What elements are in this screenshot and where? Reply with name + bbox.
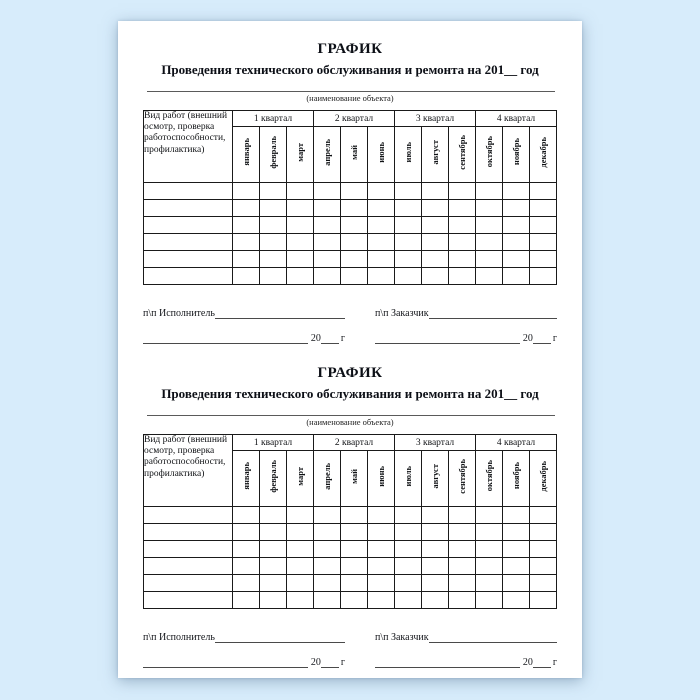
month-cell: [503, 234, 530, 251]
month-cell: [530, 234, 557, 251]
work-type-cell: [144, 234, 233, 251]
date-row: [143, 656, 557, 668]
month-label: декабрь: [537, 460, 548, 492]
schedule-row: [144, 268, 557, 285]
month-cell: [368, 592, 395, 609]
month-cell: [395, 200, 422, 217]
work-type-cell: [144, 592, 233, 609]
month-cell: [260, 507, 287, 524]
month-cell: [314, 234, 341, 251]
month-cell: [233, 592, 260, 609]
month-label: ноябрь: [510, 138, 521, 166]
month-cell: [260, 558, 287, 575]
month-cell: [476, 251, 503, 268]
date-fill-line: [375, 656, 520, 668]
month-label: апрель: [321, 138, 332, 166]
schedule-row: [144, 234, 557, 251]
month-cell: [395, 558, 422, 575]
month-cell: [503, 200, 530, 217]
form-subtitle: Проведения технического обслуживания и ремонта на 201__ год: [161, 62, 539, 77]
executor-date: [143, 332, 345, 344]
month-cell: [260, 217, 287, 234]
month-cell: [422, 268, 449, 285]
month-cell: [530, 268, 557, 285]
quarter-header-row: [144, 111, 557, 127]
schedule-table: [143, 434, 557, 609]
customer-date: [375, 332, 557, 344]
month-cell: [449, 200, 476, 217]
month-cell: [422, 200, 449, 217]
form-title: ГРАФИК: [317, 365, 383, 381]
quarter-header: 2 квартал: [314, 111, 395, 127]
month-cell: [233, 524, 260, 541]
month-cell: [287, 524, 314, 541]
month-cell: [368, 558, 395, 575]
month-cell: [422, 183, 449, 200]
executor-fill-line: [215, 631, 345, 643]
date-row: [143, 332, 557, 344]
month-label: май: [348, 144, 359, 160]
month-cell: [287, 234, 314, 251]
month-cell: [314, 541, 341, 558]
month-cell: [233, 200, 260, 217]
month-cell: [368, 575, 395, 592]
month-cell: [422, 507, 449, 524]
work-type-cell: [144, 268, 233, 285]
month-header: [260, 451, 287, 507]
quarter-header-row: [144, 435, 557, 451]
month-cell: [476, 575, 503, 592]
work-type-header: Вид работ (внешний осмотр, проверка работоспособности, профилактика): [144, 111, 233, 183]
customer-label: п\п Заказчик: [375, 308, 429, 319]
work-type-cell: [144, 575, 233, 592]
month-label: октябрь: [483, 460, 494, 492]
month-cell: [314, 507, 341, 524]
month-cell: [422, 541, 449, 558]
month-label: сентябрь: [456, 458, 467, 494]
month-cell: [287, 592, 314, 609]
object-name-line: [147, 415, 555, 416]
month-label: февраль: [267, 135, 278, 169]
month-header: [287, 127, 314, 183]
month-cell: [287, 558, 314, 575]
month-label: февраль: [267, 459, 278, 493]
month-header: [449, 451, 476, 507]
month-cell: [341, 234, 368, 251]
month-label: июнь: [375, 465, 386, 487]
work-type-header: Вид работ (внешний осмотр, проверка работоспособности, профилактика): [144, 435, 233, 507]
month-cell: [260, 251, 287, 268]
year-suffix: г: [340, 657, 345, 668]
month-cell: [476, 200, 503, 217]
month-cell: [395, 251, 422, 268]
date-fill-line: [143, 656, 308, 668]
schedule-row: [144, 524, 557, 541]
month-cell: [503, 183, 530, 200]
customer-label: п\п Заказчик: [375, 632, 429, 643]
month-cell: [476, 592, 503, 609]
month-cell: [368, 200, 395, 217]
month-cell: [422, 251, 449, 268]
object-name-caption: (наименование объекта): [306, 93, 394, 103]
month-header: [287, 451, 314, 507]
month-label: октябрь: [483, 136, 494, 168]
customer-fill-line: [429, 307, 557, 319]
month-cell: [368, 217, 395, 234]
month-cell: [260, 183, 287, 200]
month-cell: [287, 507, 314, 524]
schedule-row: [144, 575, 557, 592]
month-cell: [233, 507, 260, 524]
month-cell: [341, 507, 368, 524]
month-label: март: [294, 142, 305, 162]
month-cell: [260, 575, 287, 592]
month-cell: [530, 251, 557, 268]
month-label: июнь: [375, 141, 386, 163]
signature-row: [143, 307, 557, 319]
customer-fill-line: [429, 631, 557, 643]
month-header: [314, 451, 341, 507]
month-cell: [476, 524, 503, 541]
form-subtitle: Проведения технического обслуживания и ремонта на 201__ год: [161, 386, 539, 401]
month-cell: [314, 268, 341, 285]
month-cell: [449, 575, 476, 592]
month-cell: [233, 234, 260, 251]
month-label: май: [348, 468, 359, 484]
month-header: [395, 451, 422, 507]
date-fill-line: [143, 332, 308, 344]
month-cell: [503, 268, 530, 285]
month-cell: [233, 183, 260, 200]
quarter-header: 4 квартал: [476, 111, 557, 127]
month-cell: [503, 217, 530, 234]
month-cell: [476, 558, 503, 575]
month-cell: [341, 524, 368, 541]
month-header: [395, 127, 422, 183]
month-cell: [287, 575, 314, 592]
document-sheet: [118, 21, 582, 678]
schedule-table: [143, 110, 557, 285]
month-cell: [530, 541, 557, 558]
executor-label: п\п Исполнитель: [143, 308, 215, 319]
work-type-cell: [144, 507, 233, 524]
month-cell: [260, 234, 287, 251]
month-label: август: [429, 463, 440, 489]
work-type-cell: [144, 200, 233, 217]
month-cell: [341, 592, 368, 609]
month-cell: [449, 268, 476, 285]
schedule-row: [144, 251, 557, 268]
month-cell: [422, 592, 449, 609]
quarter-header: 3 квартал: [395, 111, 476, 127]
month-header: [530, 127, 557, 183]
schedule-body: [144, 507, 557, 609]
month-cell: [341, 558, 368, 575]
customer-date: [375, 656, 557, 668]
year-fill-line: [321, 332, 339, 344]
year-suffix: г: [552, 657, 557, 668]
month-cell: [503, 251, 530, 268]
month-cell: [368, 234, 395, 251]
month-cell: [260, 268, 287, 285]
work-type-cell: [144, 217, 233, 234]
month-cell: [341, 575, 368, 592]
month-cell: [530, 558, 557, 575]
month-header: [368, 127, 395, 183]
quarter-header: 1 квартал: [233, 435, 314, 451]
month-cell: [530, 200, 557, 217]
month-header: [341, 127, 368, 183]
month-cell: [395, 268, 422, 285]
month-cell: [260, 592, 287, 609]
quarter-header: 3 квартал: [395, 435, 476, 451]
month-header: [341, 451, 368, 507]
month-cell: [233, 217, 260, 234]
executor-label: п\п Исполнитель: [143, 632, 215, 643]
work-type-cell: [144, 524, 233, 541]
month-cell: [233, 541, 260, 558]
executor-fill-line: [215, 307, 345, 319]
month-cell: [287, 541, 314, 558]
month-cell: [287, 268, 314, 285]
month-cell: [260, 524, 287, 541]
schedule-row: [144, 592, 557, 609]
executor-signature: [143, 307, 345, 319]
month-cell: [395, 541, 422, 558]
month-header: [314, 127, 341, 183]
month-cell: [530, 183, 557, 200]
month-cell: [395, 217, 422, 234]
month-cell: [449, 541, 476, 558]
schedule-row: [144, 200, 557, 217]
month-header: [422, 451, 449, 507]
month-cell: [422, 217, 449, 234]
month-cell: [503, 575, 530, 592]
object-name-caption: (наименование объекта): [306, 417, 394, 427]
month-cell: [233, 558, 260, 575]
month-cell: [233, 251, 260, 268]
month-cell: [530, 524, 557, 541]
month-cell: [395, 234, 422, 251]
month-cell: [449, 217, 476, 234]
month-cell: [503, 524, 530, 541]
executor-signature: [143, 631, 345, 643]
year-prefix: 20: [310, 333, 321, 344]
month-cell: [449, 234, 476, 251]
month-cell: [314, 575, 341, 592]
month-cell: [476, 507, 503, 524]
month-cell: [368, 524, 395, 541]
month-cell: [530, 217, 557, 234]
schedule-row: [144, 558, 557, 575]
schedule-row: [144, 541, 557, 558]
month-cell: [395, 575, 422, 592]
month-cell: [449, 558, 476, 575]
executor-date: [143, 656, 345, 668]
month-cell: [449, 183, 476, 200]
work-type-cell: [144, 558, 233, 575]
month-cell: [341, 200, 368, 217]
month-label: апрель: [321, 462, 332, 490]
quarter-header: 4 квартал: [476, 435, 557, 451]
month-header: [503, 127, 530, 183]
month-cell: [287, 183, 314, 200]
month-cell: [422, 524, 449, 541]
month-header: [449, 127, 476, 183]
customer-signature: [375, 631, 557, 643]
month-cell: [476, 217, 503, 234]
month-cell: [233, 575, 260, 592]
schedule-row: [144, 217, 557, 234]
month-header: [476, 127, 503, 183]
month-cell: [233, 268, 260, 285]
month-cell: [341, 268, 368, 285]
month-header: [503, 451, 530, 507]
customer-signature: [375, 307, 557, 319]
month-cell: [314, 217, 341, 234]
month-cell: [422, 234, 449, 251]
month-header: [260, 127, 287, 183]
month-cell: [395, 507, 422, 524]
month-cell: [314, 524, 341, 541]
month-cell: [368, 507, 395, 524]
month-label: декабрь: [537, 136, 548, 168]
month-cell: [341, 251, 368, 268]
quarter-header: 2 квартал: [314, 435, 395, 451]
maintenance-schedule-form: [143, 365, 557, 668]
month-header: [233, 127, 260, 183]
month-cell: [260, 200, 287, 217]
month-cell: [476, 541, 503, 558]
work-type-cell: [144, 183, 233, 200]
month-label: июль: [402, 141, 413, 163]
month-cell: [530, 592, 557, 609]
month-cell: [395, 183, 422, 200]
month-header: [422, 127, 449, 183]
date-fill-line: [375, 332, 520, 344]
month-header: [530, 451, 557, 507]
year-suffix: г: [340, 333, 345, 344]
year-prefix: 20: [522, 333, 533, 344]
month-label: сентябрь: [456, 134, 467, 170]
month-cell: [503, 558, 530, 575]
month-cell: [260, 541, 287, 558]
month-label: август: [429, 139, 440, 165]
month-cell: [503, 592, 530, 609]
month-cell: [341, 217, 368, 234]
month-cell: [395, 592, 422, 609]
year-prefix: 20: [310, 657, 321, 668]
month-cell: [476, 268, 503, 285]
month-cell: [530, 507, 557, 524]
month-label: июль: [402, 465, 413, 487]
month-cell: [449, 507, 476, 524]
month-cell: [341, 541, 368, 558]
form-title: ГРАФИК: [317, 41, 383, 57]
year-fill-line: [533, 656, 551, 668]
maintenance-schedule-form: [143, 41, 557, 344]
schedule-row: [144, 183, 557, 200]
month-cell: [422, 575, 449, 592]
schedule-row: [144, 507, 557, 524]
month-cell: [449, 251, 476, 268]
signature-row: [143, 631, 557, 643]
month-label: март: [294, 466, 305, 486]
quarter-header: 1 квартал: [233, 111, 314, 127]
month-cell: [449, 524, 476, 541]
month-cell: [287, 251, 314, 268]
month-cell: [503, 507, 530, 524]
month-label: январь: [240, 138, 251, 166]
month-cell: [368, 183, 395, 200]
month-label: ноябрь: [510, 462, 521, 490]
month-cell: [314, 200, 341, 217]
month-cell: [287, 200, 314, 217]
month-cell: [368, 541, 395, 558]
year-suffix: г: [552, 333, 557, 344]
work-type-cell: [144, 251, 233, 268]
month-cell: [341, 183, 368, 200]
year-prefix: 20: [522, 657, 533, 668]
month-cell: [314, 592, 341, 609]
month-cell: [287, 217, 314, 234]
month-cell: [476, 183, 503, 200]
month-cell: [314, 251, 341, 268]
month-cell: [476, 234, 503, 251]
year-fill-line: [533, 332, 551, 344]
month-cell: [314, 558, 341, 575]
month-header: [476, 451, 503, 507]
month-cell: [503, 541, 530, 558]
year-fill-line: [321, 656, 339, 668]
month-cell: [368, 251, 395, 268]
month-label: январь: [240, 462, 251, 490]
object-name-line: [147, 91, 555, 92]
month-header: [368, 451, 395, 507]
schedule-body: [144, 183, 557, 285]
month-cell: [314, 183, 341, 200]
month-cell: [395, 524, 422, 541]
work-type-cell: [144, 541, 233, 558]
month-cell: [422, 558, 449, 575]
month-cell: [449, 592, 476, 609]
month-header: [233, 451, 260, 507]
month-cell: [368, 268, 395, 285]
month-cell: [530, 575, 557, 592]
